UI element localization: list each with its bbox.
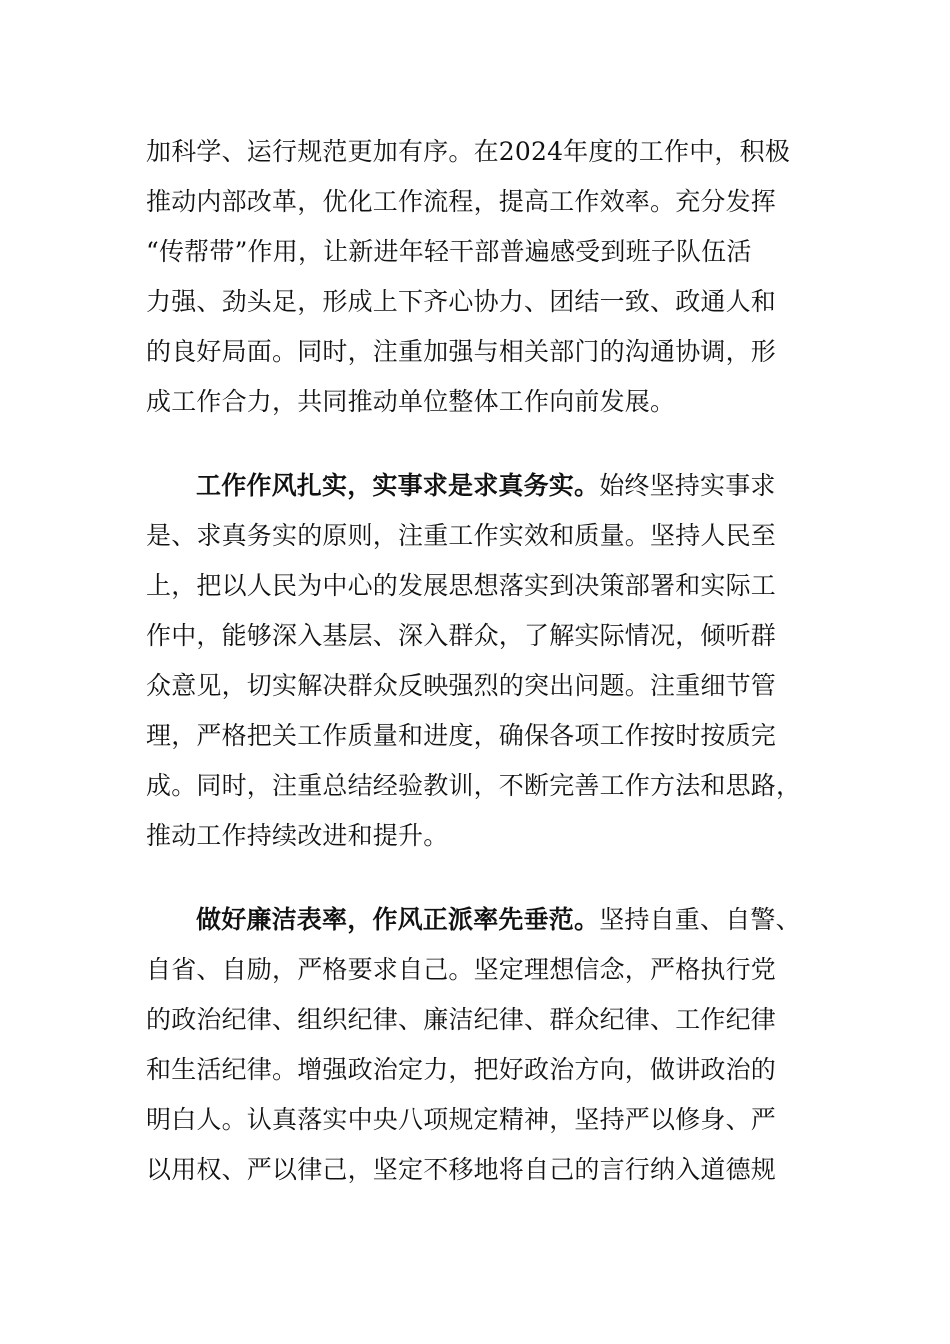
- paragraph-line: 加科学、运行规范更加有序。在2024年度的工作中，积极: [146, 137, 791, 166]
- paragraph-line: 以用权、严以律己，坚定不移地将自己的言行纳入道德规: [146, 1155, 777, 1184]
- paragraph-line: 的政治纪律、组织纪律、廉洁纪律、群众纪律、工作纪律: [146, 1005, 777, 1034]
- paragraph-line: 力强、劲头足，形成上下齐心协力、团结一致、政通人和: [146, 287, 777, 316]
- paragraph-line: 推动工作持续改进和提升。: [146, 821, 449, 850]
- paragraph-line: 自省、自励，严格要求自己。坚定理想信念，严格执行党: [146, 955, 777, 984]
- paragraph-first-line: [196, 902, 801, 938]
- paragraph-line: 理，严格把关工作质量和进度，确保各项工作按时按质完: [146, 721, 777, 750]
- paragraph-line: 的良好局面。同时，注重加强与相关部门的沟通协调，形: [146, 337, 777, 366]
- paragraph-line: 推动内部改革，优化工作流程，提高工作效率。充分发挥: [146, 187, 777, 216]
- paragraph-heading: 做好廉洁表率，作风正派率先垂范。: [196, 905, 600, 934]
- paragraph-text: 坚持自重、自警、: [599, 905, 801, 934]
- paragraph-heading: 工作作风扎实，实事求是求真务实。: [196, 471, 600, 500]
- paragraph-line: 众意见，切实解决群众反映强烈的突出问题。注重细节管: [146, 671, 777, 700]
- paragraph-first-line: [196, 468, 776, 504]
- paragraph-line: 作中，能够深入基层、深入群众，了解实际情况，倾听群: [146, 621, 777, 650]
- paragraph-line: 和生活纪律。增强政治定力，把好政治方向，做讲政治的: [146, 1055, 777, 1084]
- paragraph-line: “传帮带”作用，让新进年轻干部普遍感受到班子队伍活: [146, 237, 752, 266]
- paragraph-text: 始终坚持实事求: [599, 471, 776, 500]
- paragraph-line: 成。同时，注重总结经验教训，不断完善工作方法和思路，: [146, 771, 802, 800]
- paragraph-line: 是、求真务实的原则，注重工作实效和质量。坚持人民至: [146, 521, 777, 550]
- paragraph-line: 上，把以人民为中心的发展思想落实到决策部署和实际工: [146, 571, 777, 600]
- paragraph-line: 明白人。认真落实中央八项规定精神，坚持严以修身、严: [146, 1105, 777, 1134]
- paragraph-line: 成工作合力，共同推动单位整体工作向前发展。: [146, 387, 676, 416]
